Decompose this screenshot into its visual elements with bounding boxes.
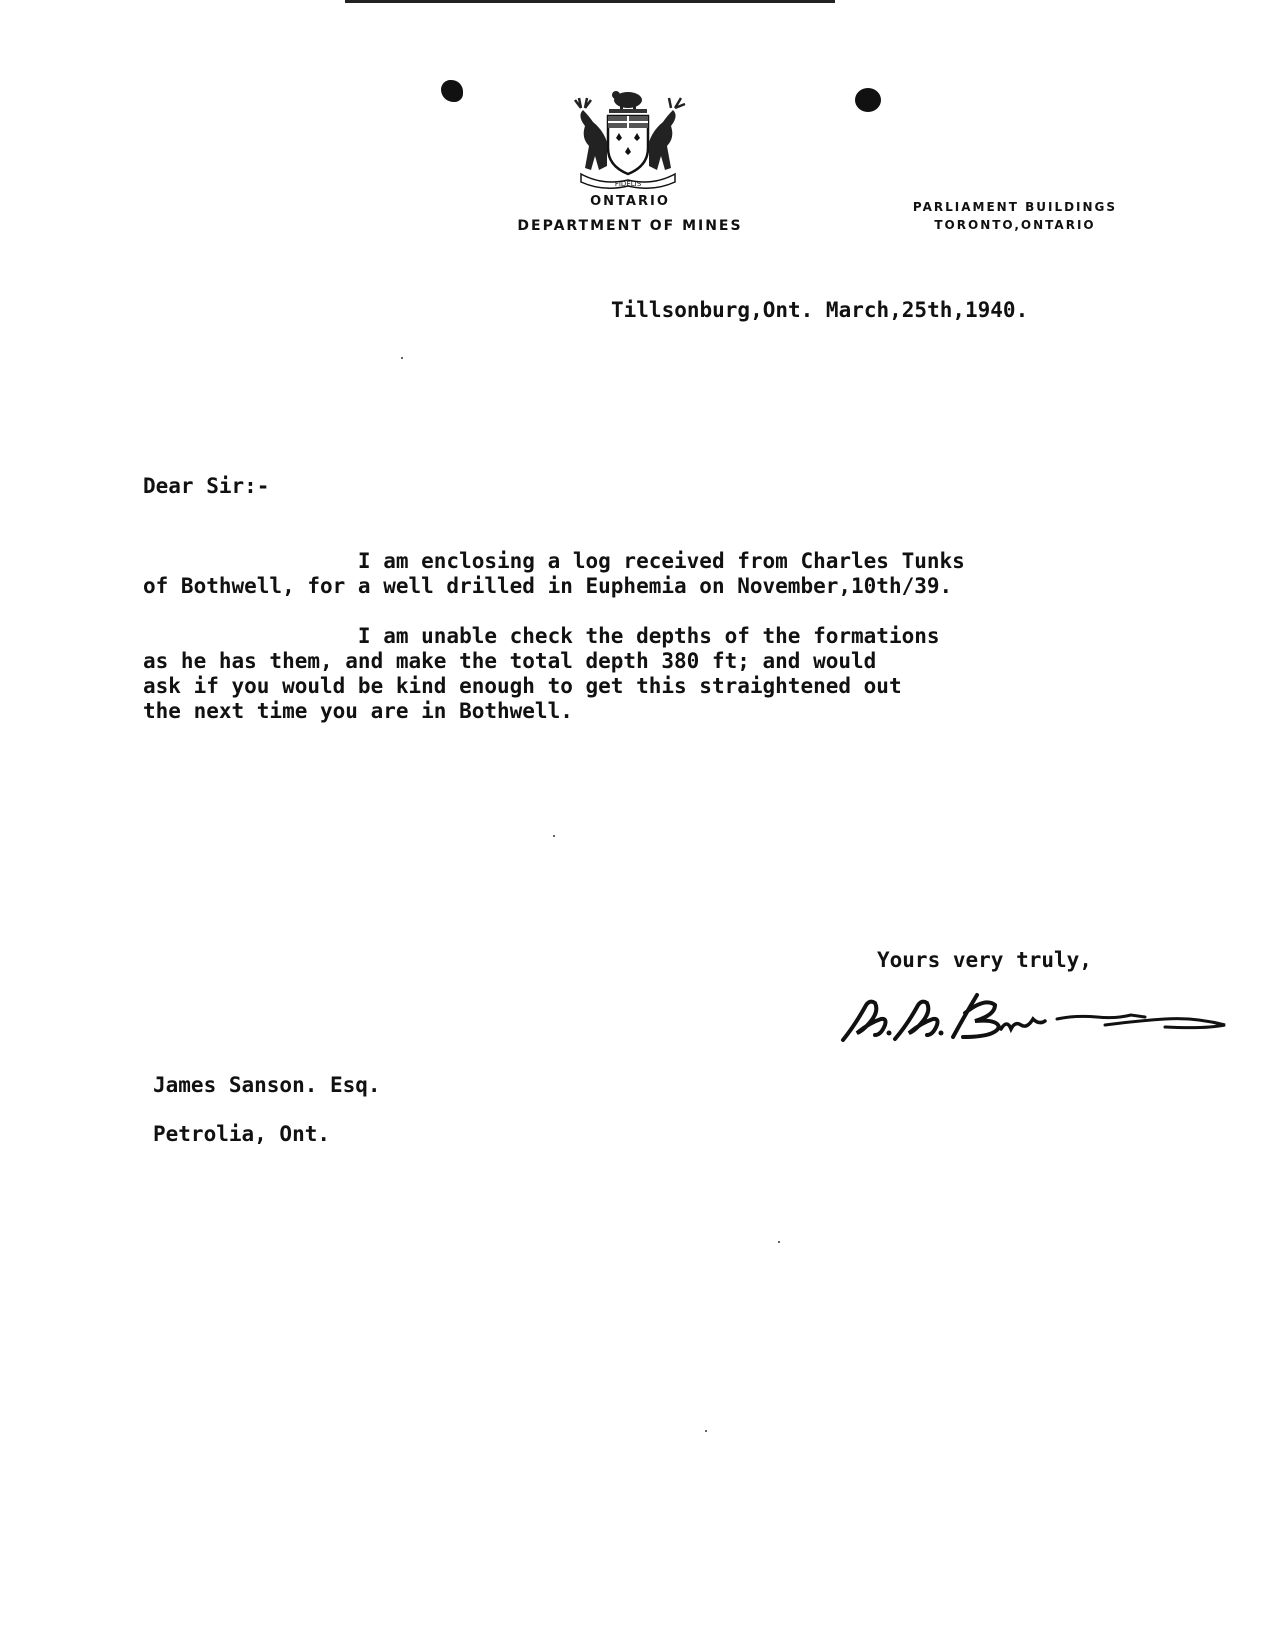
paper-speck [401, 357, 403, 359]
salutation: Dear Sir:- [143, 474, 270, 498]
dateline: Tillsonburg,Ont. March,25th,1940. [611, 298, 1029, 322]
letterhead-address-line2: TORONTO,ONTARIO [934, 218, 1096, 232]
addressee-city: Petrolia, Ont. [153, 1122, 331, 1146]
top-edge-rule [345, 0, 835, 3]
ontario-crest-icon [563, 86, 693, 194]
letterhead-address-line1: PARLIAMENT BUILDINGS [912, 200, 1118, 214]
paper-speck [705, 1430, 707, 1432]
paper-speck [553, 835, 555, 837]
body-paragraph-1: I am enclosing a log received from Charles Tunks of Bothwell, for a well drilled in Euphemia on November,10th/39. [143, 549, 965, 598]
crest-motto: FIDELIS [614, 180, 642, 188]
handwritten-signature-icon [835, 985, 1235, 1045]
addressee-name: James Sanson. Esq. [153, 1073, 381, 1097]
letterhead-department: DEPARTMENT OF MINES [517, 218, 743, 234]
paper-speck [778, 1241, 780, 1243]
punch-hole-left [441, 80, 463, 102]
letterhead-province: ONTARIO [590, 194, 670, 209]
body-paragraph-2: I am unable check the depths of the formations as he has them, and make the total depth 380 ft; and would ask if you would be kind enough to get this straightened out the next time you are in Bothwell. [143, 624, 940, 723]
punch-hole-right [855, 88, 881, 112]
closing: Yours very truly, [877, 948, 1092, 972]
